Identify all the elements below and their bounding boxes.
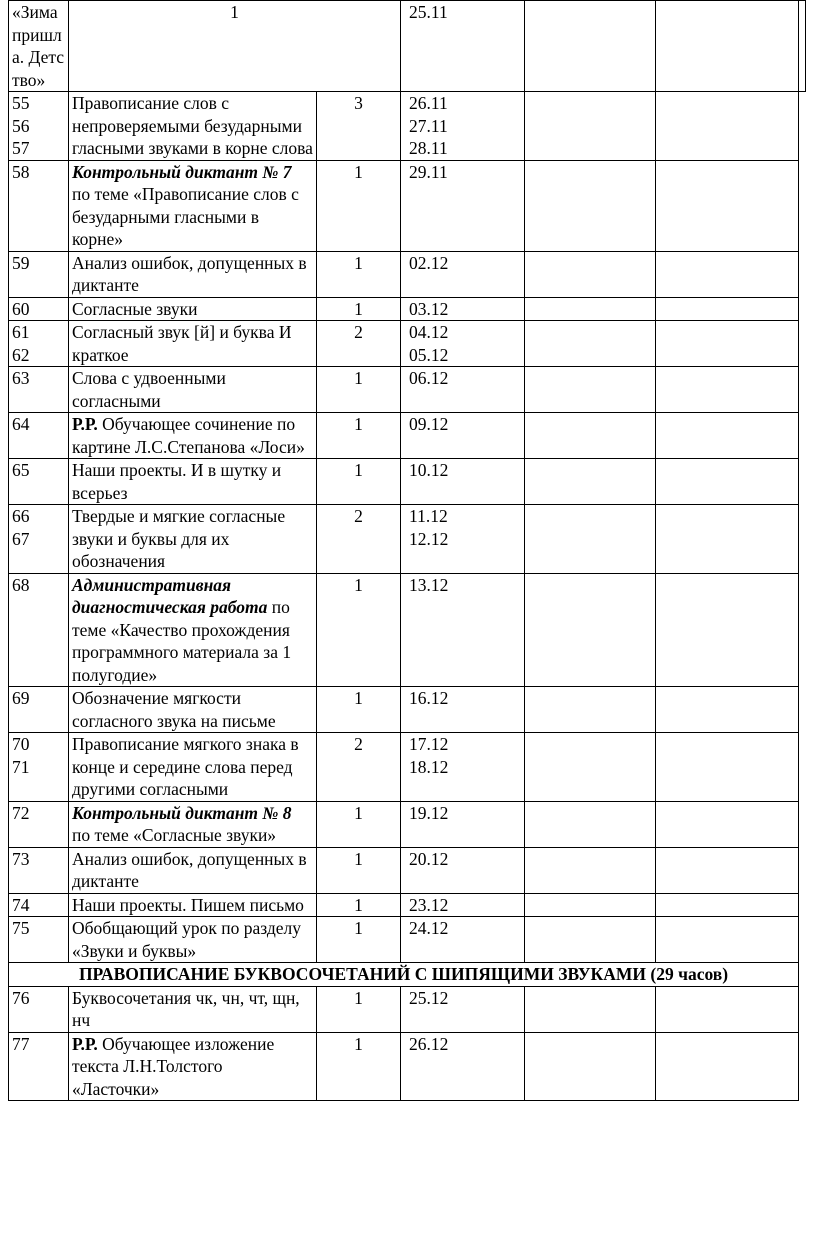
lesson-topic [69, 687, 317, 733]
table-row [9, 893, 806, 917]
lesson-dates: 25.12 [401, 986, 525, 1032]
lesson-topic [69, 160, 317, 251]
lesson-hours: 1 [317, 251, 401, 297]
lesson-hours: 1 [317, 367, 401, 413]
lesson-plan-table [8, 0, 806, 1101]
empty-cell [525, 917, 656, 963]
table-row [9, 367, 806, 413]
empty-cell [799, 1, 806, 92]
lesson-topic [69, 733, 317, 802]
lesson-dates: 26.12 [401, 1032, 525, 1101]
empty-cell [525, 160, 656, 251]
topic-text: Анализ ошибок, допущенных в диктанте [72, 848, 307, 891]
lesson-hours: 1 [317, 459, 401, 505]
empty-cell [656, 733, 799, 802]
lesson-hours: 2 [317, 321, 401, 367]
table-row [9, 986, 806, 1032]
empty-cell [656, 986, 799, 1032]
empty-cell [525, 505, 656, 574]
lesson-number: 72 [9, 801, 69, 847]
lesson-topic [69, 573, 317, 687]
lesson-hours: 1 [317, 297, 401, 321]
empty-cell [656, 505, 799, 574]
lesson-number: 55 56 57 [9, 92, 69, 161]
topic-text: Обучающее сочинение по картине Л.С.Степанова «Лоси» [72, 414, 305, 457]
lesson-dates: 16.12 [401, 687, 525, 733]
lesson-topic [69, 1032, 317, 1101]
topic-text: Наши проекты. И в шутку и всерьез [72, 460, 282, 503]
empty-cell [525, 847, 656, 893]
lesson-topic [69, 801, 317, 847]
lesson-dates: 19.12 [401, 801, 525, 847]
empty-cell [525, 687, 656, 733]
topic-bold-italic-prefix: Административная диагностическая работа [72, 574, 268, 617]
table-row [9, 459, 806, 505]
empty-cell [525, 573, 656, 687]
empty-cell [656, 367, 799, 413]
topic-text: по теме «Согласные звуки» [72, 825, 277, 845]
lesson-hours: 1 [317, 573, 401, 687]
empty-cell [656, 459, 799, 505]
table-row [9, 1, 806, 92]
lesson-hours: 3 [317, 92, 401, 161]
table-row [9, 505, 806, 574]
topic-text: по теме «Правописание слов с безударными гласными в корне» [72, 184, 299, 249]
lesson-date: 25.11 [401, 1, 525, 92]
topic-text: по теме «Качество прохождения программного материала за 1 полугодие» [72, 597, 292, 685]
empty-cell [525, 801, 656, 847]
topic-text: Обобщающий урок по разделу «Звуки и буквы» [72, 918, 301, 961]
lesson-hours: 1 [317, 986, 401, 1032]
table-row [9, 413, 806, 459]
empty-cell [525, 986, 656, 1032]
empty-cell [525, 321, 656, 367]
empty-cell [656, 1, 799, 92]
lesson-number: 58 [9, 160, 69, 251]
lesson-dates: 09.12 [401, 413, 525, 459]
empty-cell [525, 459, 656, 505]
lesson-topic: «Зима пришла. Детство» [9, 1, 69, 92]
empty-cell [525, 297, 656, 321]
lesson-dates: 04.12 05.12 [401, 321, 525, 367]
lesson-topic [69, 321, 317, 367]
section-heading-row [9, 963, 806, 987]
table-row [9, 847, 806, 893]
empty-cell [525, 413, 656, 459]
empty-cell [656, 413, 799, 459]
lesson-number: 70 71 [9, 733, 69, 802]
table-row [9, 160, 806, 251]
table-row [9, 251, 806, 297]
table-row [9, 92, 806, 161]
empty-cell [656, 160, 799, 251]
empty-cell [525, 251, 656, 297]
topic-bold-prefix: Р.Р. [72, 414, 98, 434]
lesson-topic [69, 92, 317, 161]
empty-cell [656, 251, 799, 297]
lesson-topic [69, 459, 317, 505]
table-row [9, 321, 806, 367]
lesson-number: 61 62 [9, 321, 69, 367]
empty-cell [525, 1032, 656, 1101]
lesson-dates: 29.11 [401, 160, 525, 251]
lesson-topic [69, 917, 317, 963]
empty-cell [656, 687, 799, 733]
section-heading: ПРАВОПИСАНИЕ БУКВОСОЧЕТАНИЙ С ШИПЯЩИМИ ЗВУКАМИ (29 часов) [9, 963, 799, 987]
table-row [9, 917, 806, 963]
lesson-hours: 1 [317, 687, 401, 733]
lesson-hours: 2 [317, 505, 401, 574]
empty-cell [525, 1, 656, 92]
empty-cell [525, 893, 656, 917]
empty-cell [656, 573, 799, 687]
empty-cell [525, 92, 656, 161]
lesson-topic [69, 251, 317, 297]
lesson-topic [69, 413, 317, 459]
empty-cell [656, 893, 799, 917]
empty-cell [656, 321, 799, 367]
table-row [9, 801, 806, 847]
lesson-hours: 1 [317, 893, 401, 917]
lesson-hours: 1 [69, 1, 401, 92]
lesson-hours: 1 [317, 801, 401, 847]
topic-bold-italic-prefix: Контрольный диктант № 8 [72, 802, 292, 823]
lesson-topic [69, 986, 317, 1032]
empty-cell [525, 367, 656, 413]
lesson-dates: 17.12 18.12 [401, 733, 525, 802]
empty-cell [656, 801, 799, 847]
topic-text: Анализ ошибок, допущенных в диктанте [72, 252, 307, 295]
lesson-number: 59 [9, 251, 69, 297]
lesson-dates: 03.12 [401, 297, 525, 321]
lesson-hours: 1 [317, 847, 401, 893]
lesson-dates: 02.12 [401, 251, 525, 297]
topic-text: Буквосочетания чк, чн, чт, щн, нч [72, 987, 300, 1030]
lesson-hours: 2 [317, 733, 401, 802]
lesson-number: 76 [9, 986, 69, 1032]
lesson-dates: 11.12 12.12 [401, 505, 525, 574]
lesson-hours: 1 [317, 1032, 401, 1101]
topic-text: Наши проекты. Пишем письмо [72, 894, 304, 915]
lesson-topic [69, 847, 317, 893]
lesson-number: 68 [9, 573, 69, 687]
lesson-number: 65 [9, 459, 69, 505]
lesson-hours: 1 [317, 160, 401, 251]
topic-text: Обозначение мягкости согласного звука на письме [72, 688, 276, 731]
lesson-dates: 06.12 [401, 367, 525, 413]
table-row [9, 573, 806, 687]
empty-cell [656, 297, 799, 321]
topic-text: Согласные звуки [72, 298, 198, 319]
lesson-topic [69, 297, 317, 321]
lesson-hours: 1 [317, 413, 401, 459]
topic-text: Твердые и мягкие согласные звуки и буквы для их обозначения [72, 506, 286, 571]
topic-bold-italic-prefix: Контрольный диктант № 7 [72, 161, 292, 182]
empty-cell [525, 733, 656, 802]
topic-text: Согласный звук [й] и буква И краткое [72, 322, 292, 365]
lesson-number: 66 67 [9, 505, 69, 574]
empty-cell [656, 917, 799, 963]
lesson-dates: 10.12 [401, 459, 525, 505]
lesson-number: 75 [9, 917, 69, 963]
table-row [9, 687, 806, 733]
lesson-dates: 24.12 [401, 917, 525, 963]
topic-bold-prefix: Р.Р. [72, 1033, 98, 1054]
table-row [9, 297, 806, 321]
lesson-number: 69 [9, 687, 69, 733]
lesson-number: 77 [9, 1032, 69, 1101]
lesson-dates: 26.11 27.11 28.11 [401, 92, 525, 161]
empty-cell [656, 92, 799, 161]
lesson-topic [69, 505, 317, 574]
topic-text: Слова с удвоенными согласными [72, 368, 226, 411]
topic-text: Правописание мягкого знака в конце и середине слова перед другими согласными [72, 734, 299, 799]
lesson-topic [69, 893, 317, 917]
topic-text: Обучающее изложение текста Л.Н.Толстого «Ласточки» [72, 1033, 275, 1099]
lesson-dates: 13.12 [401, 573, 525, 687]
table-row [9, 733, 806, 802]
lesson-number: 74 [9, 893, 69, 917]
lesson-number: 73 [9, 847, 69, 893]
lesson-topic [69, 367, 317, 413]
lesson-number: 60 [9, 297, 69, 321]
lesson-number: 63 [9, 367, 69, 413]
empty-cell [656, 847, 799, 893]
lesson-number: 64 [9, 413, 69, 459]
table-row [9, 1032, 806, 1101]
empty-cell [656, 1032, 799, 1101]
lesson-dates: 20.12 [401, 847, 525, 893]
lesson-hours: 1 [317, 917, 401, 963]
lesson-dates: 23.12 [401, 893, 525, 917]
topic-text: Правописание слов с непроверяемыми безударными гласными звуками в корне слова [72, 93, 313, 158]
